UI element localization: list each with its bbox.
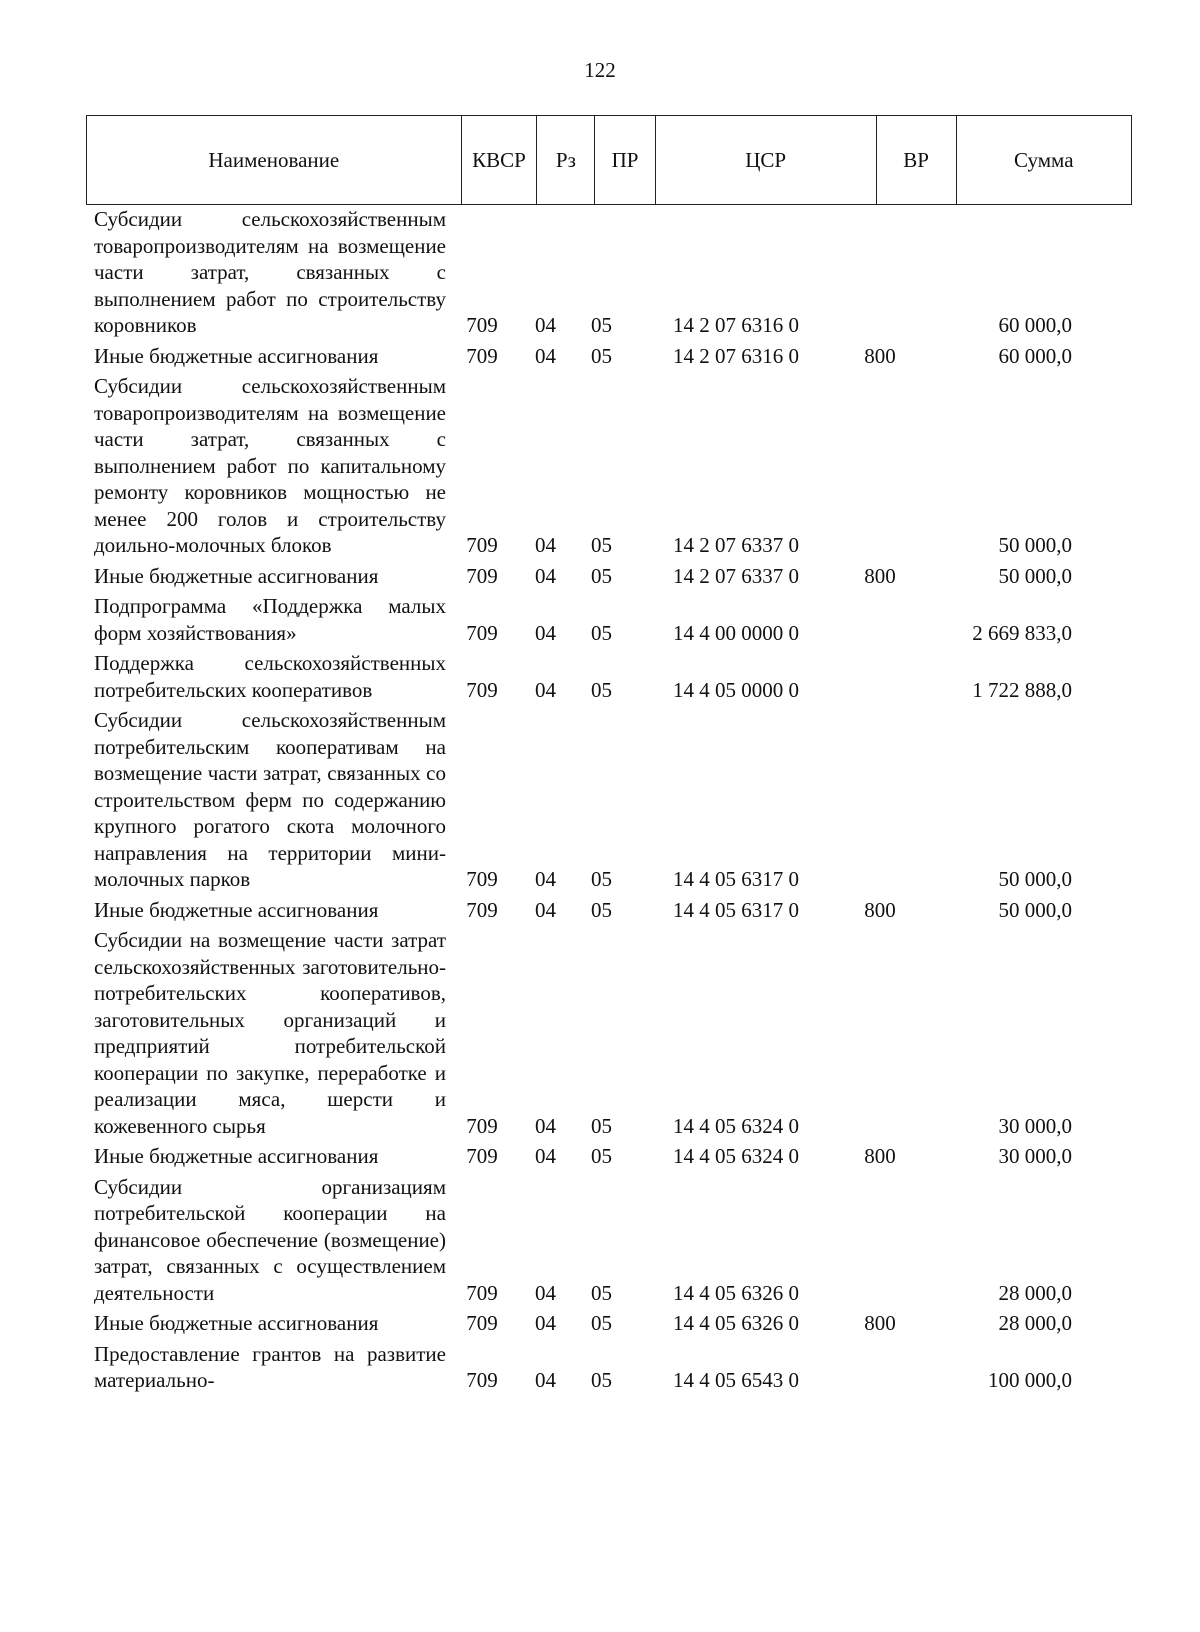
- header-rz: Рз: [537, 116, 595, 205]
- row-name: Иные бюджетные ассигнования: [94, 343, 379, 368]
- row-csr: 14 4 00 0000 0: [673, 620, 799, 645]
- row-sum: 50 000,0: [998, 533, 1072, 557]
- row-sum: 28 000,0: [998, 1280, 1072, 1305]
- row-pr: 05: [591, 1311, 612, 1335]
- row-kvsr: 709: [466, 1113, 498, 1138]
- row-name: Субсидии на возмещение части затрат сельскохозяйственных заготовительно-потребительских кооперативов, заготовительных организаций и предприятий потребительской кооперации по закупке, переработке и реализации мяса, шерсти и кожевенного сырья: [94, 928, 446, 1138]
- table-row: [86, 1310, 1132, 1337]
- table-row: [86, 927, 1132, 1139]
- row-csr: 14 4 05 6317 0: [673, 897, 799, 922]
- table-row: [86, 1341, 1132, 1394]
- header-vr: ВР: [876, 116, 956, 205]
- row-name: Субсидии организациям потребительской кооперации на финансовое обеспечение (возмещение) затрат, связанных с осуществлением деятельности: [94, 1174, 446, 1305]
- row-name: Иные бюджетные ассигнования: [94, 1311, 379, 1335]
- row-kvsr: 709: [466, 1280, 498, 1305]
- row-rz: 04: [535, 1280, 556, 1305]
- row-kvsr: 709: [466, 1311, 498, 1335]
- row-rz: 04: [535, 313, 556, 337]
- row-rz: 04: [535, 677, 556, 702]
- row-sum: 28 000,0: [998, 1311, 1072, 1335]
- table-body: [86, 206, 1132, 1394]
- row-csr: 14 4 05 6317 0: [673, 867, 799, 891]
- row-sum: 60 000,0: [998, 343, 1072, 368]
- table-row: [86, 650, 1132, 703]
- row-rz: 04: [535, 343, 556, 368]
- header-sum: Сумма: [956, 116, 1131, 205]
- row-csr: 14 4 05 6543 0: [673, 1368, 799, 1392]
- row-rz: 04: [535, 533, 556, 557]
- row-csr: 14 4 05 0000 0: [673, 677, 799, 702]
- row-pr: 05: [591, 313, 612, 337]
- row-pr: 05: [591, 1144, 612, 1168]
- row-rz: 04: [535, 897, 556, 922]
- row-rz: 04: [535, 1144, 556, 1168]
- row-pr: 05: [591, 1368, 612, 1392]
- table-row: [86, 707, 1132, 893]
- row-csr: 14 2 07 6337 0: [673, 563, 799, 588]
- row-vr: 800: [864, 343, 896, 368]
- table-row: [86, 373, 1132, 559]
- row-name: Иные бюджетные ассигнования: [94, 563, 379, 588]
- row-name: Иные бюджетные ассигнования: [94, 897, 379, 922]
- row-sum: 100 000,0: [988, 1368, 1072, 1392]
- row-pr: 05: [591, 620, 612, 645]
- table-row: [86, 593, 1132, 646]
- row-rz: 04: [535, 1311, 556, 1335]
- row-vr: 800: [864, 897, 896, 922]
- row-rz: 04: [535, 1368, 556, 1392]
- header-name: Наименование: [87, 116, 462, 205]
- row-rz: 04: [535, 867, 556, 891]
- row-sum: 2 669 833,0: [972, 620, 1072, 645]
- row-kvsr: 709: [466, 533, 498, 557]
- row-rz: 04: [535, 620, 556, 645]
- header-kvsr: КВСР: [461, 116, 537, 205]
- row-pr: 05: [591, 897, 612, 922]
- row-vr: 800: [864, 1144, 896, 1168]
- row-sum: 30 000,0: [998, 1144, 1072, 1168]
- table-row: [86, 206, 1132, 339]
- row-name: Субсидии сельскохозяйственным товаропроизводителям на возмещение части затрат, связанных с выполнением работ по строительству коровников: [94, 207, 446, 337]
- row-kvsr: 709: [466, 343, 498, 368]
- row-pr: 05: [591, 563, 612, 588]
- row-csr: 14 2 07 6337 0: [673, 533, 799, 557]
- row-csr: 14 2 07 6316 0: [673, 313, 799, 337]
- row-kvsr: 709: [466, 677, 498, 702]
- row-pr: 05: [591, 1280, 612, 1305]
- row-name: Иные бюджетные ассигнования: [94, 1144, 379, 1168]
- row-kvsr: 709: [466, 1368, 498, 1392]
- row-pr: 05: [591, 343, 612, 368]
- row-kvsr: 709: [466, 313, 498, 337]
- row-rz: 04: [535, 563, 556, 588]
- row-name: Поддержка сельскохозяйственных потребительских кооперативов: [94, 651, 446, 702]
- row-name: Субсидии сельскохозяйственным потребительским кооперативам на возмещение части затрат, связанных со строительством ферм по содержанию крупного рогатого скота молочного направления на территории мини-молочных парков: [94, 708, 446, 891]
- row-csr: 14 2 07 6316 0: [673, 343, 799, 368]
- row-pr: 05: [591, 867, 612, 891]
- row-kvsr: 709: [466, 1144, 498, 1168]
- row-csr: 14 4 05 6326 0: [673, 1280, 799, 1305]
- row-name: Субсидии сельскохозяйственным товаропроизводителям на возмещение части затрат, связанных с выполнением работ по капитальному ремонту коровников мощностью не менее 200 голов и строительству доильно-молочных блоков: [94, 374, 446, 557]
- header-pr: ПР: [595, 116, 655, 205]
- row-sum: 50 000,0: [998, 563, 1072, 588]
- header-csr: ЦСР: [655, 116, 876, 205]
- row-pr: 05: [591, 1113, 612, 1138]
- row-vr: 800: [864, 1311, 896, 1335]
- row-sum: 60 000,0: [998, 313, 1072, 337]
- row-pr: 05: [591, 677, 612, 702]
- row-sum: 30 000,0: [998, 1113, 1072, 1138]
- row-name: Подпрограмма «Поддержка малых форм хозяйствования»: [94, 594, 446, 645]
- table-row: [86, 343, 1132, 370]
- row-sum: 50 000,0: [998, 897, 1072, 922]
- row-kvsr: 709: [466, 620, 498, 645]
- row-kvsr: 709: [466, 867, 498, 891]
- table-row: [86, 563, 1132, 590]
- row-pr: 05: [591, 533, 612, 557]
- row-vr: 800: [864, 563, 896, 588]
- table-row: [86, 1174, 1132, 1307]
- table-header: [86, 115, 1132, 205]
- row-sum: 50 000,0: [998, 867, 1072, 891]
- row-sum: 1 722 888,0: [972, 677, 1072, 702]
- row-csr: 14 4 05 6324 0: [673, 1113, 799, 1138]
- row-name: Предоставление грантов на развитие материально-: [94, 1341, 446, 1392]
- row-csr: 14 4 05 6326 0: [673, 1311, 799, 1335]
- table-row: [86, 1143, 1132, 1170]
- row-csr: 14 4 05 6324 0: [673, 1144, 799, 1168]
- row-kvsr: 709: [466, 897, 498, 922]
- row-kvsr: 709: [466, 563, 498, 588]
- page-number: 122: [584, 58, 616, 82]
- table-row: [86, 897, 1132, 924]
- row-rz: 04: [535, 1113, 556, 1138]
